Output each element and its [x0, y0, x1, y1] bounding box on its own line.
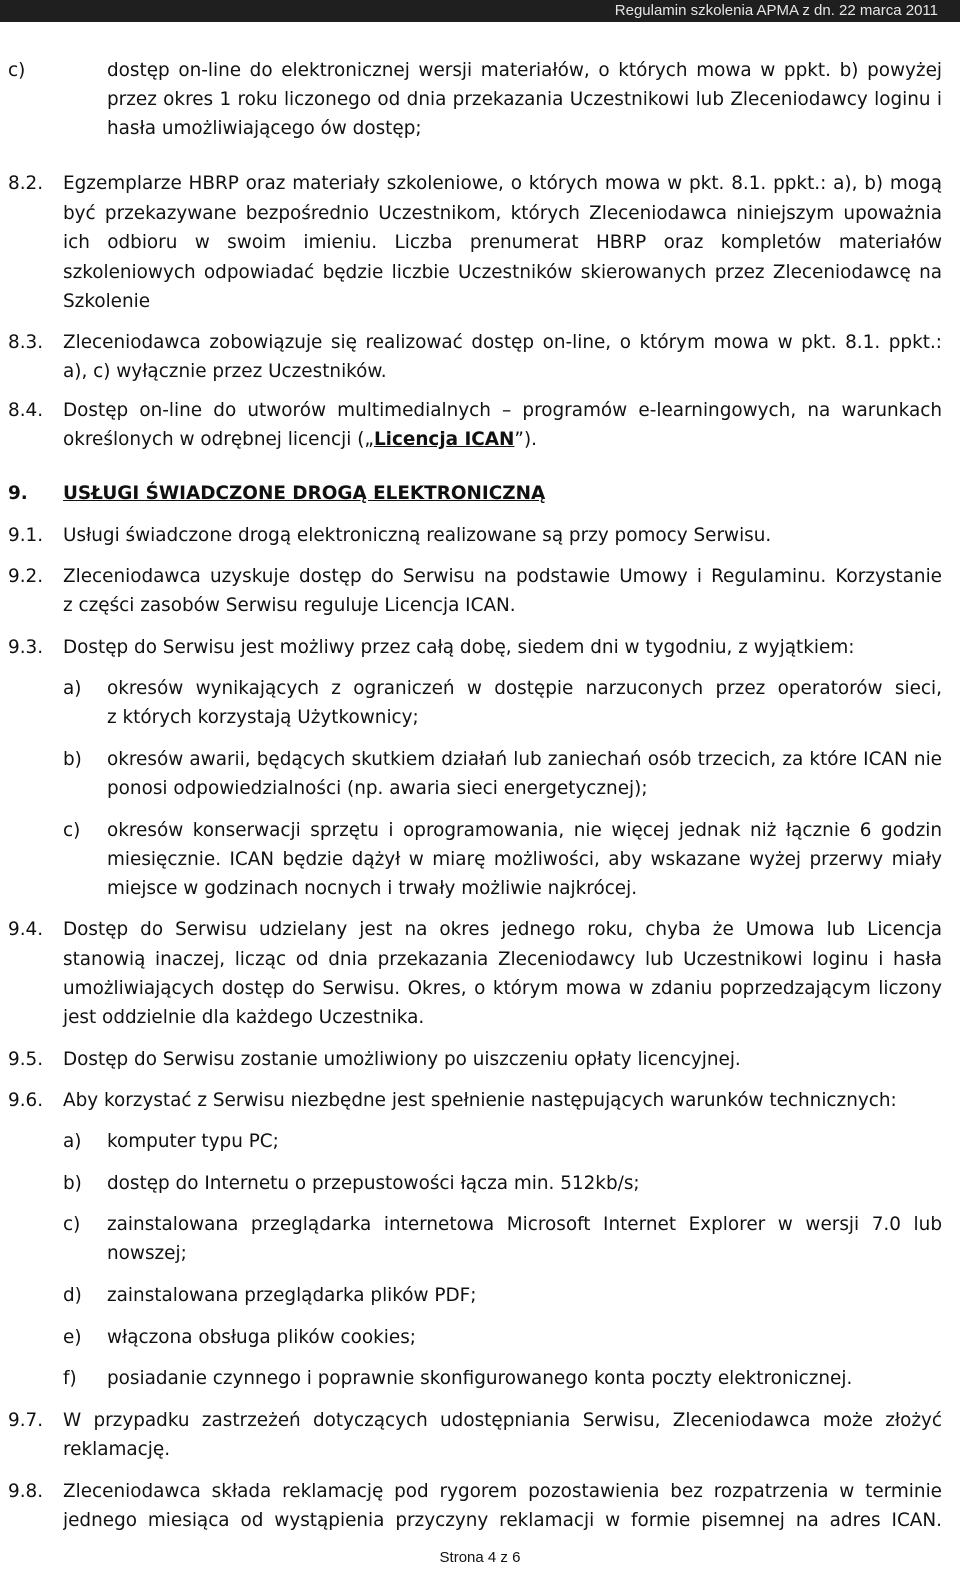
text-line: miesięcznie. ICAN będzie dążył w miarę możliwości, aby wskazane wyżej przerwy miały	[107, 849, 942, 870]
text-line	[63, 425, 537, 455]
page-number: Strona 4 z 6	[439, 1549, 521, 1566]
text-line: W przypadku zastrzeżeń dotyczących udostępniania Serwisu, Zleceniodawca może złożyć	[63, 1410, 942, 1431]
text-line: jest oddzielnie dla każdego Uczestnika.	[63, 1007, 425, 1028]
text-line: Zleceniodawca zobowiązuje się realizować dostęp on-line, o którym mowa w pkt. 8.1. ppkt.:	[63, 332, 942, 353]
text-fragment: określonych w odrębnej licencji („	[63, 429, 374, 450]
text-line: szkoleniowych odpowiadać będzie liczbie Uczestników skierowanych przez Zleceniodawcę na	[63, 262, 942, 283]
section-number: 9.6.	[8, 1090, 44, 1111]
item-label: c)	[8, 60, 26, 81]
text-line: jednego miesiąca od wystąpienia przyczyny reklamacji w formie pisemnej na adres ICAN.	[63, 1510, 942, 1531]
item-label: c)	[63, 1214, 81, 1235]
text-line: włączona obsługa plików cookies;	[107, 1327, 416, 1348]
text-line: zainstalowana przeglądarka internetowa Microsoft Internet Explorer w wersji 7.0 lub	[107, 1214, 942, 1235]
text-line: a), c) wyłącznie przez Uczestników.	[63, 361, 387, 382]
text-line: Dostęp do Serwisu zostanie umożliwiony po uiszczeniu opłaty licencyjnej.	[63, 1049, 741, 1070]
text-line: dostęp do Internetu o przepustowości łącza min. 512kb/s;	[107, 1173, 640, 1194]
text-line: zainstalowana przeglądarka plików PDF;	[107, 1285, 477, 1306]
text-line: Aby korzystać z Serwisu niezbędne jest spełnienie następujących warunków technicznych:	[63, 1090, 897, 1111]
text-line: z części zasobów Serwisu reguluje Licencja ICAN.	[63, 595, 516, 616]
text-line: reklamację.	[63, 1439, 171, 1460]
license-name: Licencja ICAN	[373, 429, 515, 450]
text-line: Usługi świadczone drogą elektroniczną realizowane są przy pomocy Serwisu.	[63, 525, 772, 546]
text-line: z których korzystają Użytkownicy;	[107, 707, 419, 728]
section-number: 9.1.	[8, 525, 44, 546]
section-number: 8.4.	[8, 400, 44, 421]
text-line: umożliwiających dostęp do Serwisu. Okres, o którym mowa w zdaniu poprzedzającym liczony	[63, 978, 942, 999]
item-label: b)	[63, 1173, 82, 1194]
text-line: Zleceniodawca uzyskuje dostęp do Serwisu na podstawie Umowy i Regulaminu. Korzystanie	[63, 566, 942, 587]
text-line: Dostęp do Serwisu udzielany jest na okres jednego roku, chyba że Umowa lub Licencja	[63, 919, 942, 940]
section-number: 9.8.	[8, 1481, 44, 1502]
section-number: 9.7.	[8, 1410, 44, 1431]
section-number: 8.3.	[8, 332, 44, 353]
text-fragment: ”).	[514, 429, 537, 450]
item-label: c)	[63, 820, 81, 841]
text-line: ich odbioru w swoim imieniu. Liczba prenumerat HBRP oraz kompletów materiałów	[63, 232, 942, 253]
section-number: 9.3.	[8, 637, 44, 658]
text-line: komputer typu PC;	[107, 1131, 279, 1152]
text-line: ponosi odpowiedzialności (np. awaria sieci energetycznej);	[107, 778, 648, 799]
text-line: okresów konserwacji sprzętu i oprogramowania, nie więcej jednak niż łącznie 6 godzin	[107, 820, 942, 841]
item-label: d)	[63, 1285, 82, 1306]
item-label: a)	[63, 678, 82, 699]
text-line: przez okres 1 roku liczonego od dnia przekazania Uczestnikowi lub Zleceniodawcy loginu i	[107, 89, 942, 110]
text-line: okresów awarii, będących skutkiem działań lub zaniechań osób trzecich, za które ICAN nie	[107, 749, 942, 770]
text-line: Dostęp do Serwisu jest możliwy przez całą dobę, siedem dni w tygodniu, z wyjątkiem:	[63, 637, 855, 658]
page-header: Regulamin szkolenia APMA z dn. 22 marca 2011	[0, 0, 960, 22]
text-line: być przekazywane bezpośrednio Uczestnikom, których Zleceniodawca niniejszym upoważnia	[63, 203, 942, 224]
text-line: Szkolenie	[63, 291, 151, 312]
text-line: miejsce w godzinach nocnych i trwały możliwie najkrócej.	[107, 878, 638, 899]
text-line: okresów wynikających z ograniczeń w dostępie narzuconych przez operatorów sieci,	[107, 678, 942, 699]
item-label: a)	[63, 1131, 82, 1152]
text-line: Dostęp on-line do utworów multimedialnych – programów e-learningowych, na warunkach	[63, 400, 942, 421]
section-number: 9.2.	[8, 566, 44, 587]
item-label: f)	[63, 1368, 77, 1389]
text-line: hasła umożliwiającego ów dostęp;	[107, 118, 422, 139]
text-line: Egzemplarze HBRP oraz materiały szkoleniowe, o których mowa w pkt. 8.1. ppkt.: a), b) mogą	[63, 173, 942, 194]
section-number: 9.4.	[8, 919, 44, 940]
text-line: nowszej;	[107, 1243, 187, 1264]
text-line: posiadanie czynnego i poprawnie skonfigurowanego konta poczty elektronicznej.	[107, 1368, 853, 1389]
item-label: e)	[63, 1327, 82, 1348]
item-label: b)	[63, 749, 82, 770]
text-line: Zleceniodawca składa reklamację pod rygorem pozostawienia bez rozpatrzenia w terminie	[63, 1481, 942, 1502]
text-line: stanowią inaczej, licząc od dnia przekazania Zleceniodawcy lub Uczestnikowi loginu i hasła	[63, 949, 942, 970]
chapter-number: 9.	[8, 483, 28, 504]
chapter-title: USŁUGI ŚWIADCZONE DROGĄ ELEKTRONICZNĄ	[63, 483, 546, 504]
section-number: 8.2.	[8, 173, 44, 194]
section-number: 9.5.	[8, 1049, 44, 1070]
text-line: dostęp on-line do elektronicznej wersji materiałów, o których mowa w ppkt. b) powyżej	[107, 60, 942, 81]
